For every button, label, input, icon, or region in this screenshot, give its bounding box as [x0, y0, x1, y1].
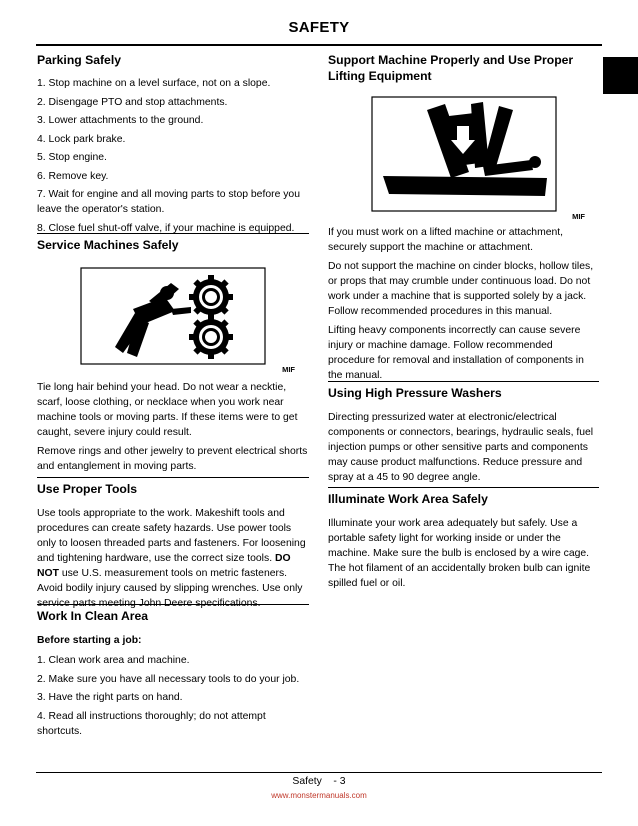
section-title: Service Machines Safely [37, 238, 179, 252]
section-tab-marker [603, 57, 638, 94]
clean-list [37, 653, 309, 739]
subheading: Before starting a job: [37, 635, 142, 646]
list-item: 2. Make sure you have all necessary tools to do your job. [37, 673, 300, 685]
section-rule [37, 477, 309, 478]
section-title: Support Machine Properly and Use Proper Lifting Equipment [328, 53, 574, 83]
figure-label: MIF [282, 365, 295, 374]
crushing-hazard-icon [371, 96, 557, 212]
paragraph: Illuminate your work area adequately but safely. Use a portable safety light for working inside or under the machine. Make sure the bulb is enclosed by a wire cage. The hot filament of an accidentally broken bulb can ignite spilled fuel or oil. [328, 518, 591, 589]
section-work-in-clean-area [37, 604, 309, 739]
list-item: 2. Disengage PTO and stop attachments. [37, 96, 228, 108]
section-title: Using High Pressure Washers [328, 386, 502, 400]
list-item: 4. Read all instructions thoroughly; do not attempt shortcuts. [37, 710, 266, 737]
page-number: Safety - 3 [292, 776, 346, 787]
section-high-pressure-washers [328, 381, 599, 485]
parking-list [37, 76, 309, 236]
paragraph [37, 506, 309, 611]
paragraph: Remove rings and other jewelry to prevent electrical shorts and entanglement in moving parts. [37, 446, 308, 472]
list-item: 8. Close fuel shut-off valve, if your machine is equipped. [37, 222, 295, 234]
section-title: Use Proper Tools [37, 482, 138, 496]
section-rule [328, 381, 599, 382]
entanglement-hazard-icon [79, 267, 267, 365]
section-service-machines-safely [37, 233, 309, 474]
paragraph: Tie long hair behind your head. Do not wear a necktie, scarf, loose clothing, or necklace when you work near machine tools or moving parts. If these items were to get caught, severe injury could result. [37, 382, 298, 438]
emphasis-text: DO [274, 553, 291, 564]
section-illuminate-work-area [328, 487, 599, 591]
section-rule [37, 604, 309, 605]
list-item: 3. Have the right parts on hand. [37, 692, 183, 703]
paragraph: Lifting heavy components incorrectly can cause severe injury or machine damage. Follow recommended procedure for removal and installation of components in the manual. [328, 325, 584, 381]
paragraph: Do not support the machine on cinder blocks, hollow tiles, or props that may crumble under continuous load. Do not work under a machine that is supported solely by a jack. Follow recommended procedures in this manual. [328, 261, 594, 317]
header-rule [36, 44, 602, 46]
list-item: 5. Stop engine. [37, 152, 107, 163]
section-support-machine [328, 52, 599, 383]
list-item: 3. Lower attachments to the ground. [37, 115, 204, 126]
section-title: Illuminate Work Area Safely [328, 492, 488, 506]
paragraph-text: Use tools appropriate to the work. Makeshift tools and procedures can create safety hazards. Use power tools only to loosen threaded parts and fasteners. For loosening and tightening hardware, use the correct size tools. [37, 508, 306, 564]
paragraph: Directing pressurized water at electronic/electrical components or connectors, bearings, hydraulic seals, fuel injection pumps or other sensitive parts and components may cause product malfunctions. Reduce pressure and spray at a 45 to 90 degree angle. [328, 412, 594, 483]
list-item: 6. Remove key. [37, 170, 109, 182]
list-item: 1. Stop machine on a level surface, not on a slope. [37, 78, 271, 89]
list-item: 4. Lock park brake. [37, 133, 126, 145]
section-title: Parking Safely [37, 53, 121, 67]
footer-rule [36, 772, 602, 773]
section-title: Work In Clean Area [37, 609, 149, 623]
paragraph: If you must work on a lifted machine or attachment, securely support the machine or attachment. [328, 227, 564, 253]
paragraph-text: use U.S. measurement tools on metric fasteners. Avoid bodily injury caused by slipping wrenches. Use only [37, 568, 303, 594]
figure-label: MIF [572, 212, 585, 221]
crushing-hazard-figure [371, 96, 557, 212]
page-title: SAFETY [288, 19, 350, 36]
source-url-link[interactable]: www.monstermanuals.com [271, 791, 367, 800]
emphasis-text: NOT [37, 568, 59, 579]
section-rule [37, 233, 309, 234]
section-parking-safely [37, 52, 309, 236]
entanglement-hazard-figure [79, 267, 267, 365]
list-item: 7. Wait for engine and all moving parts to stop before you leave the operator's station. [37, 189, 300, 215]
list-item: 1. Clean work area and machine. [37, 655, 190, 666]
section-rule [328, 487, 599, 488]
section-use-proper-tools [37, 477, 309, 611]
